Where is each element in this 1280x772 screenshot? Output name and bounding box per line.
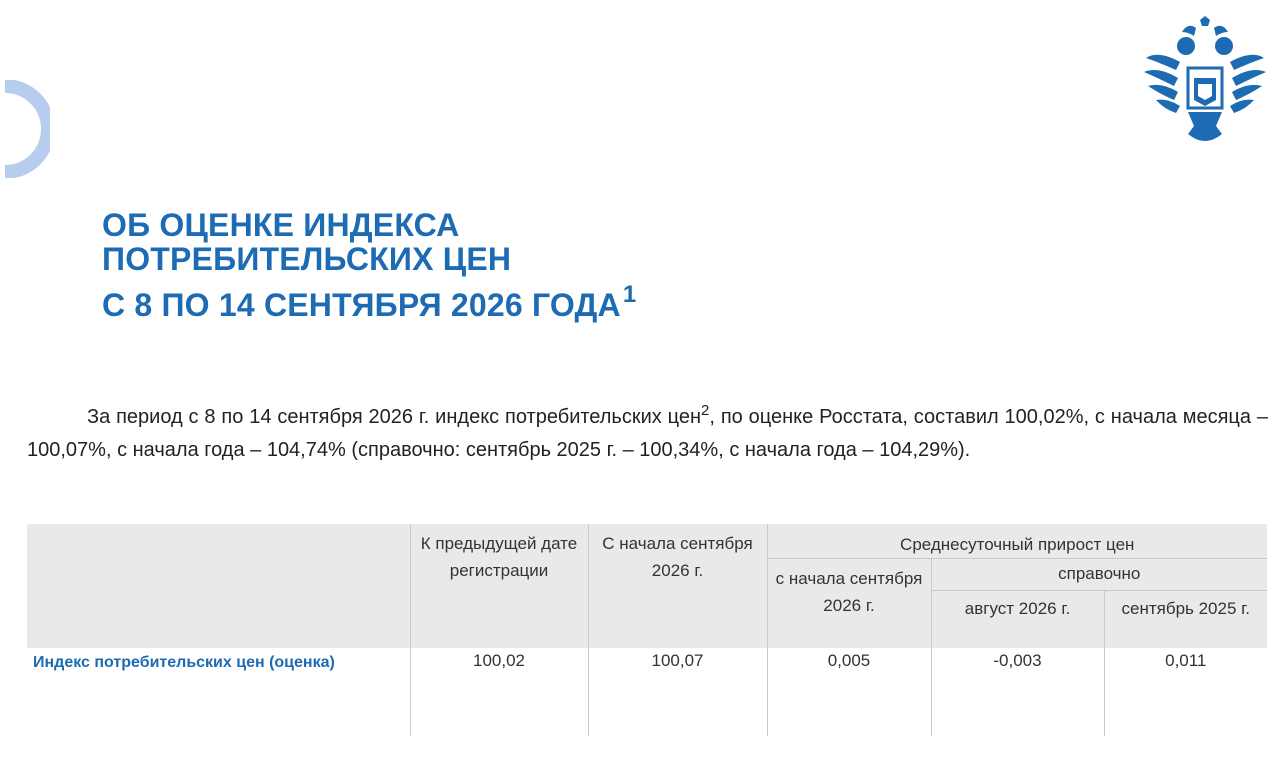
title-line-3-text: С 8 ПО 14 СЕНТЯБРЯ 2026 ГОДА [102, 287, 621, 323]
intro-paragraph [27, 401, 1268, 467]
header-daily-growth-group: Среднесуточный прирост цен [767, 524, 1267, 559]
table-row [27, 648, 1267, 736]
rosstat-emblem-icon [1142, 16, 1268, 144]
intro-text-part2: , по оценке Росстата, составил 100,02%, с начала месяца – 100,07%, с начала года – 104,74% (справочно: сентябрь 2025 г. – 100,34%, с начала года – 104,29%). [27, 406, 1269, 461]
intro-text-part1: За период с 8 по 14 сентября 2026 г. индекс потребительских цен [87, 406, 702, 428]
decorative-arc-icon [0, 80, 50, 178]
cpi-table [27, 524, 1267, 736]
header-since-month-start: С начала сентября 2026 г. [588, 524, 767, 648]
title-footnote-mark: 1 [622, 281, 637, 308]
header-empty-cell [27, 524, 410, 648]
cell-ref-august: -0,003 [931, 648, 1104, 736]
header-reference-group: справочно [931, 559, 1267, 591]
header-daily-since-month: с начала сентября 2026 г. [767, 559, 931, 648]
row-label: Индекс потребительских цен (оценка) [33, 653, 335, 671]
page-title [102, 208, 636, 322]
cell-daily-since-month: 0,005 [767, 648, 931, 736]
cell-prev-date: 100,02 [410, 648, 588, 736]
title-line-1: ОБ ОЦЕНКЕ ИНДЕКСА [102, 207, 460, 243]
intro-footnote-mark: 2 [701, 402, 710, 419]
cell-ref-september: 0,011 [1104, 648, 1267, 736]
cell-since-month-start: 100,07 [588, 648, 767, 736]
header-prev-date: К предыдущей дате регистрации [410, 524, 588, 648]
header-ref-september: сентябрь 2025 г. [1104, 591, 1267, 648]
header-ref-august: август 2026 г. [931, 591, 1104, 648]
title-line-3 [102, 281, 637, 323]
title-line-2: ПОТРЕБИТЕЛЬСКИХ ЦЕН [102, 241, 512, 277]
